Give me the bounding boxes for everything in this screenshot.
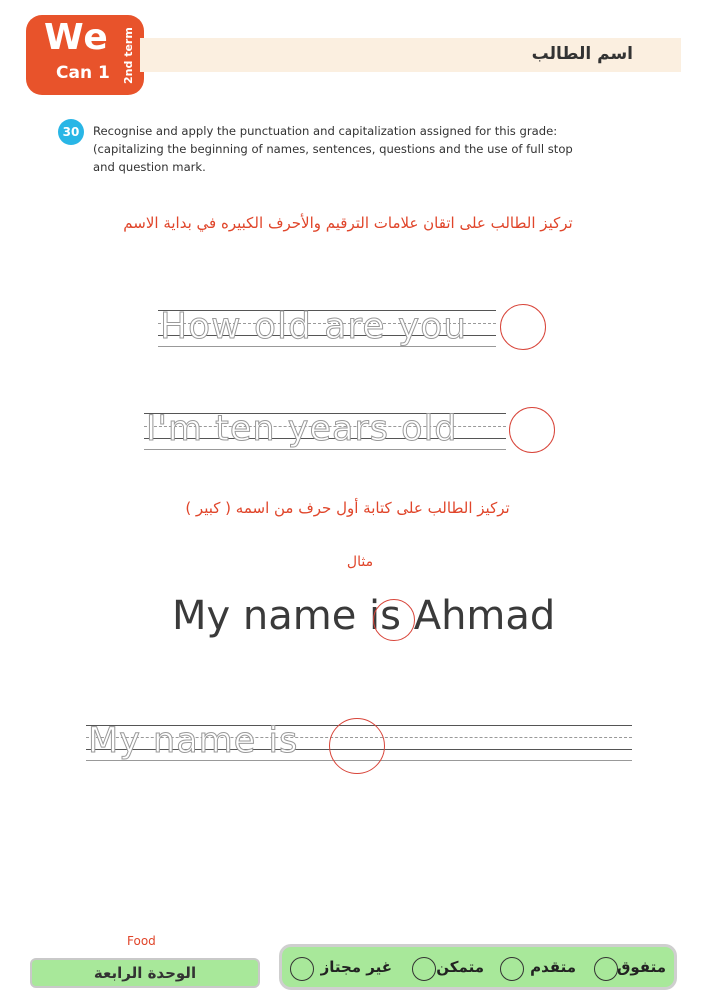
tracing-text-3: My name is: [88, 721, 299, 761]
logo-we: We: [44, 17, 109, 58]
tracing-text-2: I'm ten years old: [146, 409, 458, 449]
topic-label: Food: [127, 934, 156, 948]
student-name-label: اسم الطالب: [531, 44, 633, 64]
example-capital-circle: [373, 599, 415, 641]
we-can-logo: [26, 15, 144, 95]
example-sentence: My name is Ahmad: [172, 593, 556, 639]
answer-circle-2[interactable]: [509, 407, 555, 453]
logo-term: 2nd term: [122, 27, 135, 85]
level-proficient-checkbox[interactable]: [412, 957, 436, 981]
level-advanced-checkbox[interactable]: [500, 957, 524, 981]
instruction-punctuation: تركيز الطالب على اتقان علامات الترقيم والأحرف الكبيره في بداية الاسم: [123, 214, 573, 232]
example-label: مثال: [346, 554, 374, 570]
level-excellent-label: متفوق: [616, 958, 666, 976]
tracing-line-2: [144, 409, 506, 453]
unit-label: الوحدة الرابعة: [30, 958, 260, 988]
tracing-text-1: How old are you: [160, 306, 468, 347]
tracing-line-1: [158, 306, 496, 350]
instruction-capital-name: تركيز الطالب على كتابة أول حرف من اسمه ( كبير ): [185, 499, 510, 517]
assessment-levels: [279, 944, 677, 990]
objective-number-badge: 30: [58, 119, 84, 145]
logo-can: Can 1: [56, 63, 110, 83]
answer-circle-1[interactable]: [500, 304, 546, 350]
level-failed-checkbox[interactable]: [290, 957, 314, 981]
objective-text: Recognise and apply the punctuation and capitalization assigned for this grade: (capitalizing the beginning of names, sentences, questions and the use of full stop and question mark.: [93, 124, 573, 174]
level-excellent-checkbox[interactable]: [594, 957, 618, 981]
answer-circle-3[interactable]: [329, 718, 385, 774]
level-proficient-label: متمكن: [436, 958, 484, 976]
level-failed-label: غير مجتاز: [320, 958, 392, 976]
level-advanced-label: متقدم: [530, 958, 576, 976]
